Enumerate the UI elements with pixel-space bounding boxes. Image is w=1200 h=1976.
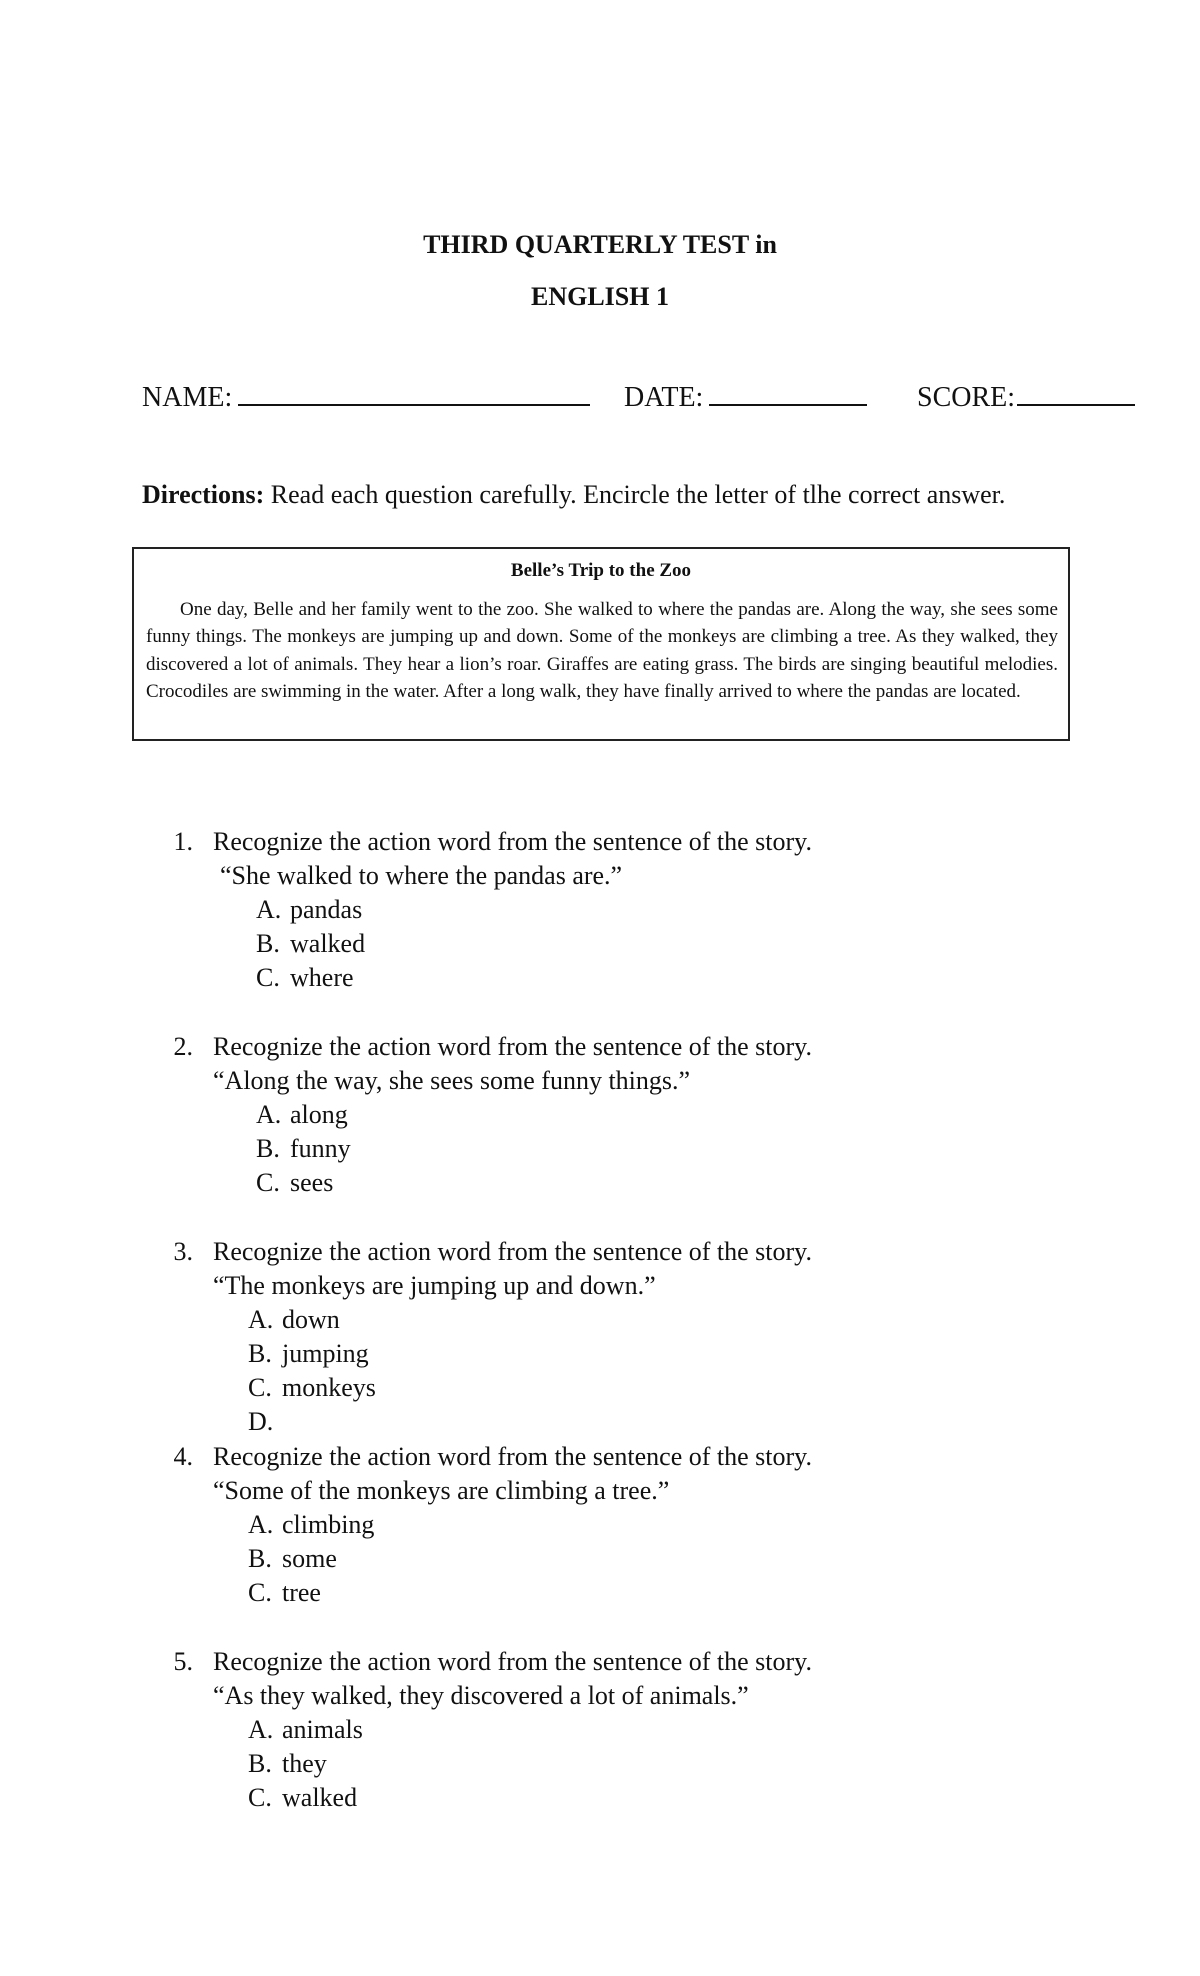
choice-text: down — [282, 1305, 340, 1334]
choice-text: walked — [282, 1783, 358, 1812]
choice-a[interactable] — [256, 1098, 348, 1132]
question-quote: “She walked to where the pandas are.” — [220, 861, 623, 890]
test-title-line2: ENGLISH 1 — [531, 282, 669, 311]
choice-text: along — [290, 1100, 348, 1129]
choice-b[interactable] — [248, 1747, 327, 1781]
question-prompt: Recognize the action word from the sentence of the story. — [213, 827, 812, 856]
question-quote: “As they walked, they discovered a lot of animals.” — [213, 1681, 749, 1710]
question-number: 5. — [173, 1647, 193, 1676]
choice-text: walked — [290, 929, 366, 958]
date-blank-line[interactable] — [709, 380, 867, 406]
story-title: Belle’s Trip to the Zoo — [510, 560, 692, 581]
choice-b[interactable] — [248, 1337, 369, 1371]
choice-text: funny — [290, 1134, 351, 1163]
choice-c[interactable] — [248, 1371, 376, 1405]
choice-c[interactable] — [256, 961, 354, 995]
choice-c[interactable] — [256, 1166, 333, 1200]
choice-a[interactable] — [248, 1713, 363, 1747]
choice-letter: A. — [248, 1715, 274, 1744]
choice-c[interactable] — [248, 1781, 357, 1815]
choice-letter: C. — [248, 1578, 272, 1607]
name-label: NAME: — [142, 382, 233, 413]
question-quote: “Some of the monkeys are climbing a tree.” — [213, 1476, 670, 1505]
name-field-group — [142, 380, 590, 415]
choice-a[interactable] — [248, 1303, 340, 1337]
choice-letter: D. — [248, 1407, 274, 1436]
choice-text: pandas — [290, 895, 363, 924]
score-blank-line[interactable] — [1017, 380, 1135, 406]
question-prompt: Recognize the action word from the sentence of the story. — [213, 1647, 812, 1676]
choice-letter: C. — [248, 1783, 272, 1812]
choice-letter: C. — [256, 1168, 280, 1197]
question-prompt: Recognize the action word from the sentence of the story. — [213, 1032, 812, 1061]
choice-text: jumping — [282, 1339, 369, 1368]
question-number: 1. — [173, 827, 193, 856]
choice-letter: C. — [248, 1373, 272, 1402]
question-number: 4. — [173, 1442, 193, 1471]
question-prompt: Recognize the action word from the sentence of the story. — [213, 1237, 812, 1266]
choice-letter: B. — [256, 1134, 280, 1163]
choice-letter: B. — [256, 929, 280, 958]
choice-text: climbing — [282, 1510, 375, 1539]
directions-label: Directions: — [142, 480, 265, 509]
choice-b[interactable] — [256, 927, 365, 961]
directions-text: Read each question carefully. Encircle the letter of tlhe correct answer. — [264, 480, 1006, 509]
choice-b[interactable] — [248, 1542, 337, 1576]
choice-a[interactable] — [256, 893, 362, 927]
choice-letter: C. — [256, 963, 280, 992]
choice-d[interactable] — [248, 1405, 282, 1439]
test-title-line1: THIRD QUARTERLY TEST in — [423, 230, 777, 259]
choice-text: tree — [282, 1578, 321, 1607]
question-quote: “The monkeys are jumping up and down.” — [213, 1271, 656, 1300]
story-text: One day, Belle and her family went to the zoo. She walked to where the pandas are. Along the way, she sees some funny things. The monkeys are jumping up and down. Some of the monkeys are climbing a tree. As they walked, they discovered a lot of animals. They hear a lion’s roar. Giraffes are eating grass. The birds are singing beautiful melodies. Crocodiles are swimming in the water. After a long walk, they have finally arrived to where the pandas are located. — [146, 599, 1058, 703]
choice-letter: B. — [248, 1339, 272, 1368]
choice-letter: B. — [248, 1749, 272, 1778]
choice-letter: B. — [248, 1544, 272, 1573]
question-prompt: Recognize the action word from the sentence of the story. — [213, 1442, 812, 1471]
date-field-group — [624, 380, 867, 415]
choice-letter: A. — [248, 1305, 274, 1334]
choice-a[interactable] — [248, 1508, 374, 1542]
question-number: 3. — [173, 1237, 193, 1266]
date-label: DATE: — [624, 382, 704, 413]
score-field-group — [917, 380, 1135, 415]
story-box — [132, 547, 1070, 741]
name-blank-line[interactable] — [238, 380, 590, 406]
choice-text: monkeys — [282, 1373, 376, 1402]
choice-text: animals — [282, 1715, 363, 1744]
choice-text: sees — [290, 1168, 334, 1197]
score-label: SCORE: — [917, 382, 1016, 413]
choice-letter: A. — [256, 1100, 282, 1129]
choice-text: where — [290, 963, 354, 992]
choice-c[interactable] — [248, 1576, 321, 1610]
choice-letter: A. — [248, 1510, 274, 1539]
directions — [142, 479, 1005, 511]
choice-text: some — [282, 1544, 337, 1573]
choice-text: they — [282, 1749, 327, 1778]
question-quote: “Along the way, she sees some funny things.” — [213, 1066, 691, 1095]
question-number: 2. — [173, 1032, 193, 1061]
choice-b[interactable] — [256, 1132, 351, 1166]
choice-letter: A. — [256, 895, 282, 924]
